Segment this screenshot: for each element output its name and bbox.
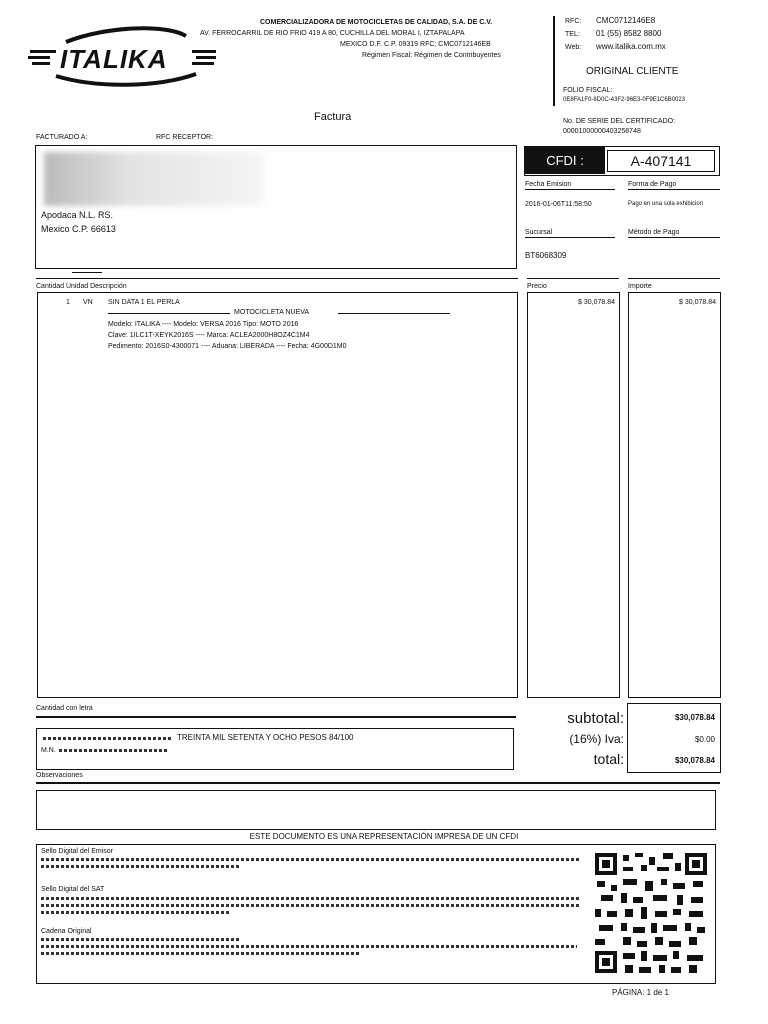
fecha-emision-value: 2016-01-06T11:58:50: [525, 201, 592, 208]
cfdi-box: [524, 146, 720, 176]
observaciones-box: [36, 790, 716, 830]
cfdi-representation-note: ESTE DOCUMENTO ES UNA REPRESENTACIÓN IMPRESA DE UN CFDI: [249, 832, 519, 841]
logo-text: ITALIKA: [60, 44, 168, 74]
metodo-pago-label: Método de Pago: [628, 228, 720, 238]
amount-column: [628, 292, 721, 698]
sello-sat-line-3: [41, 911, 231, 914]
issuer-regime: Régimen Fiscal: Régimen de Contribuyentes: [362, 52, 501, 59]
sello-sat-line-1: [41, 897, 581, 900]
sucursal-value: BT6068309: [525, 251, 567, 260]
cert-value: 00001000000403258748: [563, 128, 641, 135]
totals-box: [627, 703, 721, 773]
folio-label: FOLIO FISCAL:: [563, 87, 613, 94]
subtotal-label: subtotal:: [567, 710, 624, 727]
tel-value: 01 (55) 8582 8800: [596, 29, 662, 38]
table-short-rule: [72, 272, 102, 273]
client-line-1: Apodaca N.L. RS.: [41, 210, 114, 220]
rfc-receptor-label: RFC RECEPTOR:: [156, 134, 214, 141]
issuer-name: COMERCIALIZADORA DE MOTOCICLETAS DE CALIDAD, S.A. DE C.V.: [260, 19, 493, 26]
issuer-address-1: AV. FERROCARRIL DE RIO FRIO 419 A 80, CUCHILLA DEL MORAL I, IZTAPALAPA: [200, 30, 465, 37]
fecha-emision-label: Fecha Emision: [525, 180, 615, 190]
cantidad-letra-box: [36, 728, 514, 770]
scribble-fill-2: [59, 749, 169, 752]
row-subheader: MOTOCICLETA NUEVA: [234, 309, 310, 316]
price-header-rule: [527, 278, 619, 279]
price-column: [527, 292, 620, 698]
subtotal-value: $30,078.84: [674, 713, 715, 722]
folio-value: 0E8FA1F0-8D0C-43F2-96E3-0F9E1C6B0023: [563, 97, 686, 103]
scribble-fill-1: [43, 737, 173, 740]
cantidad-letra-line2: M.N.: [41, 747, 56, 754]
original-cliente: ORIGINAL CLIENTE: [586, 66, 679, 77]
cadena-label: Cadena Original: [41, 928, 92, 935]
sello-cfdi-line-2: [41, 865, 241, 868]
forma-pago-value: Pago en una sola exhibicion: [628, 201, 704, 207]
cantidad-letra-value: TREINTA MIL SETENTA Y OCHO PESOS 84/100: [177, 733, 354, 742]
web-label: Web:: [565, 44, 582, 51]
sello-cfdi-label: Sello Digital del Emisor: [41, 848, 113, 855]
cantidad-letra-rule: [36, 716, 516, 718]
cadena-line-1: [41, 938, 241, 941]
row-amount: $ 30,078.84: [679, 299, 716, 306]
italika-logo: [26, 24, 220, 88]
row-description: SIN DATA 1 EL PERLA: [108, 299, 180, 306]
qty-header: Cantidad Unidad Descripción: [36, 283, 127, 290]
row-detail-2: Clave: 1ILC1T-XEYK2016S ---- Marca: ACLEA2000H8OZ4C1M4: [108, 332, 310, 339]
qr-code-icon: [593, 851, 709, 975]
total-value: $30,078.84: [674, 756, 715, 765]
rfc-value: CMC0712146E8: [596, 16, 656, 25]
sello-sat-line-2: [41, 904, 581, 907]
qr-code: [593, 851, 709, 975]
row-detail-1: Modelo: ITALIKA ---- Modelo: VERSA 2016 Tipo: MOTO 2016: [108, 321, 299, 328]
iva-label: (16%) Iva:: [569, 732, 624, 746]
row-unit: VN: [83, 299, 93, 306]
sucursal-label: Sucursal: [525, 228, 615, 238]
row-detail-3: Pedimento: 2016S0-4300071 ---- Aduana: LIBERADA ---- Fecha: 4G00D1M0: [108, 343, 347, 350]
cfdi-label: CFDI :: [525, 147, 605, 174]
description-column: [37, 292, 518, 698]
row-qty: 1: [66, 299, 70, 306]
subheader-rule-right: [338, 313, 450, 314]
cadena-line-2: [41, 945, 577, 948]
stamps-box: [36, 844, 716, 984]
cantidad-letra-label: Cantidad con letra: [36, 705, 93, 712]
header-divider: [553, 16, 555, 106]
cfdi-value: A-407141: [607, 150, 715, 172]
amount-header-rule: [628, 278, 720, 279]
cadena-line-3: [41, 952, 361, 955]
forma-pago-label: Forma de Pago: [628, 180, 720, 190]
row-price: $ 30,078.84: [578, 299, 615, 306]
subheader-rule-left: [108, 313, 230, 314]
tel-label: TEL:: [565, 31, 580, 38]
sello-sat-label: Sello Digital del SAT: [41, 886, 105, 893]
total-label: total:: [593, 751, 624, 767]
document-title: Factura: [314, 111, 352, 123]
issuer-address-2: MEXICO D.F. C.P. 09319 RFC: CMC0712146EB: [340, 41, 491, 48]
redacted-client-info: [44, 152, 264, 206]
observaciones-rule: [36, 782, 720, 784]
sello-cfdi-line-1: [41, 858, 581, 861]
qty-header-rule: [36, 278, 518, 279]
iva-value: $0.00: [694, 735, 715, 744]
client-line-2: Mexico C.P. 66613: [41, 224, 116, 234]
page-number: PÁGINA: 1 de 1: [612, 988, 669, 997]
web-value: www.italika.com.mx: [596, 42, 666, 51]
cert-label: No. DE SERIE DEL CERTIFICADO:: [563, 118, 676, 125]
observaciones-label: Observaciones: [36, 772, 83, 779]
price-header: Precio: [527, 283, 547, 290]
client-box: [35, 145, 517, 269]
facturado-label: FACTURADO A:: [36, 134, 88, 141]
amount-header: Importe: [628, 283, 652, 290]
rfc-label: RFC:: [565, 18, 582, 25]
